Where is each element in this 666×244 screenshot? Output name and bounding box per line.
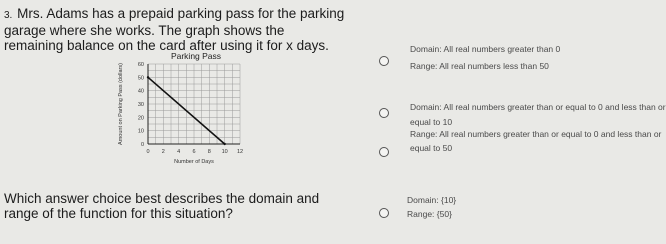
question-prompt-line-1: Which answer choice best describes the domain and: [4, 191, 320, 206]
choice-b-range-cont: equal to 50: [410, 143, 453, 153]
question-line-1: 3. Mrs. Adams has a prepaid parking pass for the parking: [4, 6, 345, 21]
x-tick-label: 2: [161, 149, 165, 155]
choice-a-range: Range: All real numbers less than 50: [410, 61, 549, 71]
chart-title: Parking Pass: [170, 51, 222, 61]
choice-a-radio[interactable]: [379, 56, 389, 66]
x-axis-label: Number of Days: [174, 159, 214, 165]
y-tick-label: 50: [137, 75, 144, 82]
x-tick-label: 12: [236, 149, 244, 155]
y-tick-label: 0: [140, 142, 144, 148]
x-tick-label: 4: [177, 149, 181, 155]
choice-d-domain: Domain: {10}: [407, 195, 457, 205]
y-tick-label: 10: [137, 128, 144, 135]
question-line-2: garage where she works. The graph shows the: [4, 23, 285, 38]
chart-svg: [108, 48, 258, 166]
choice-b-range: Range: All real numbers greater than or equal to 0 and less than or: [410, 129, 662, 139]
question-text: [4, 6, 354, 53]
choice-c-radio[interactable]: [379, 147, 389, 157]
choice-d-radio[interactable]: [379, 208, 389, 218]
question-line-3: remaining balance on the card after using it for x days.: [4, 38, 329, 53]
data-point: [223, 143, 225, 145]
y-tick-label: 60: [137, 62, 144, 68]
y-tick-label: 30: [137, 102, 144, 108]
choice-b-domain: Domain: All real numbers greater than or equal to 0 and less than or: [410, 102, 666, 112]
y-tick-label: 20: [137, 115, 144, 122]
question-number: 3.: [4, 10, 13, 21]
data-point: [147, 76, 149, 78]
x-tick-label: 6: [192, 149, 196, 155]
choice-d-range: Range: {50}: [407, 209, 452, 219]
x-tick-label: 8: [207, 149, 211, 155]
question-prompt-line-2: range of the function for this situation?: [4, 206, 233, 221]
choice-a-domain: Domain: All real numbers greater than 0: [410, 44, 561, 54]
choice-b-radio[interactable]: [379, 108, 389, 118]
y-axis-label: Amount on Parking Pass (dollars): [118, 63, 124, 145]
parking-pass-chart: [108, 48, 258, 171]
y-tick-label: 40: [137, 88, 144, 95]
x-tick-label: 0: [146, 149, 150, 155]
question-prompt: [4, 191, 354, 221]
x-tick-label: 10: [221, 149, 228, 155]
choice-b-domain-cont: equal to 10: [410, 117, 453, 127]
